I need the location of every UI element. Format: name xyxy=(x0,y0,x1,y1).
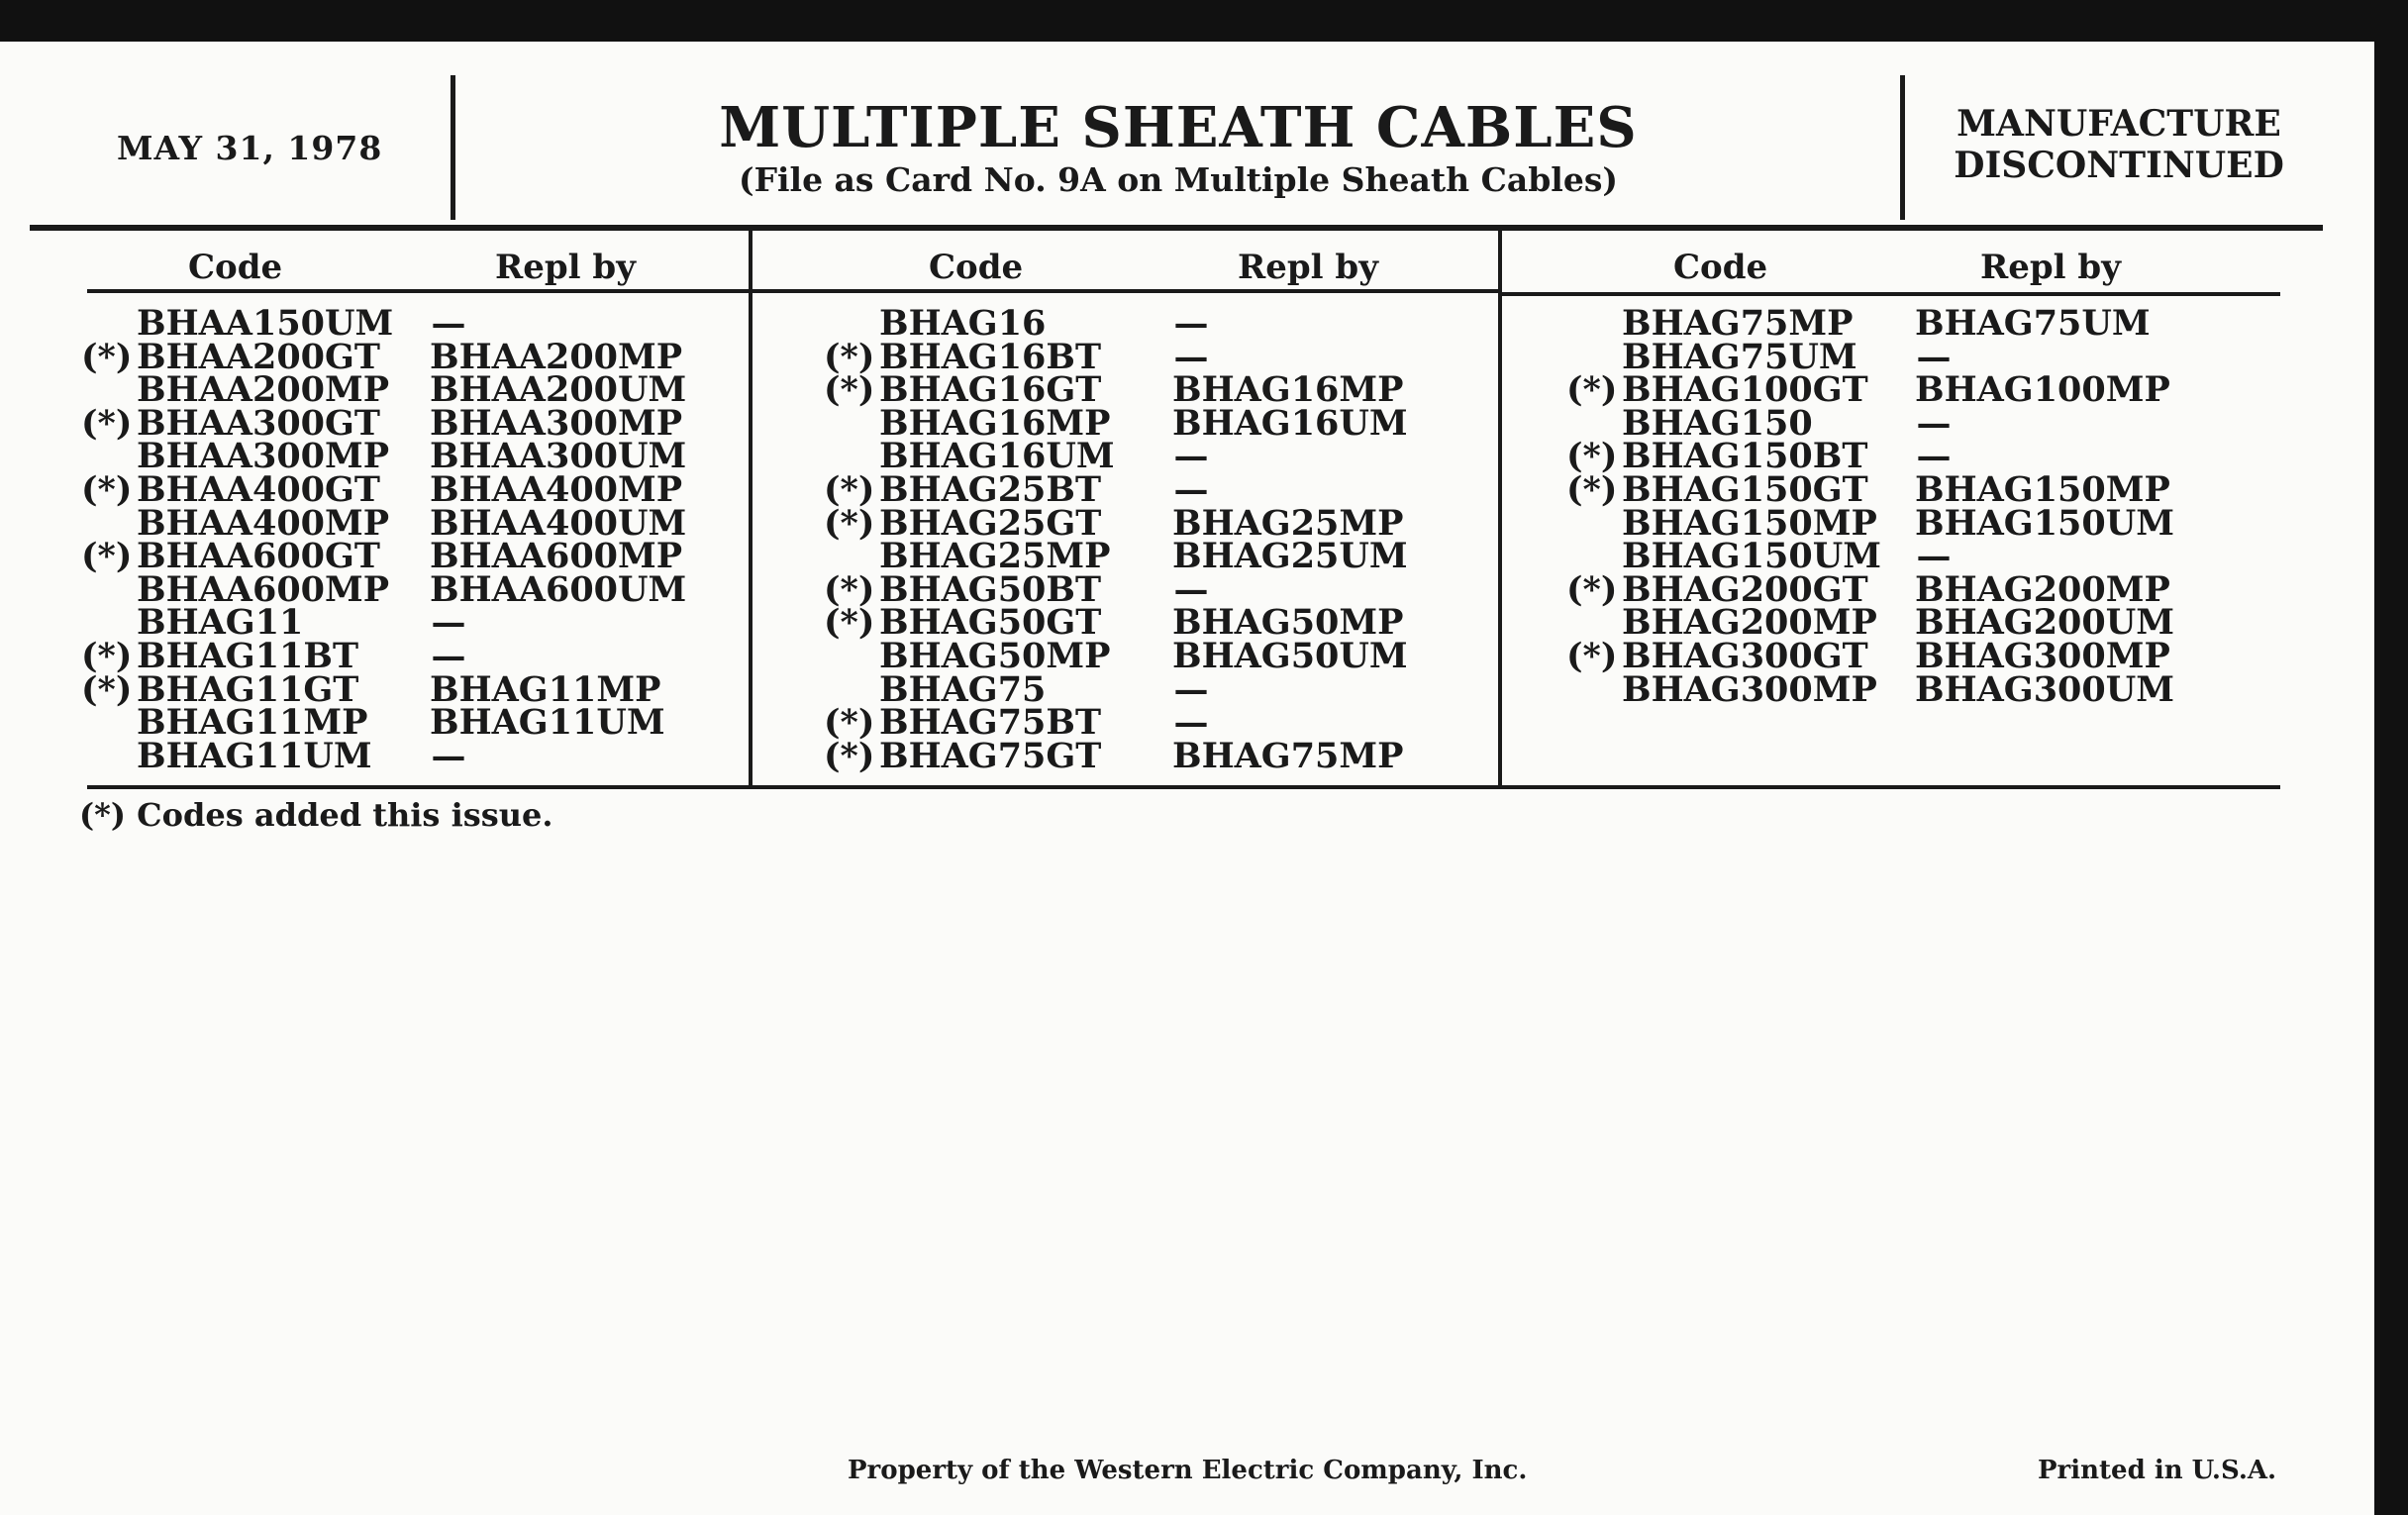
replacement-cell: — xyxy=(1173,702,1209,744)
col1-repl-header: Repl by xyxy=(495,248,636,287)
replacement-cell: — xyxy=(1173,436,1209,477)
code-cell: BHAA600MP xyxy=(137,568,390,610)
status-line-2: DISCONTINUED xyxy=(1954,145,2284,186)
replacement-cell: — xyxy=(1173,336,1209,377)
code-cell: BHAG25MP xyxy=(879,536,1111,577)
replacement-cell: BHAA200UM xyxy=(430,369,687,411)
added-marker: (*) xyxy=(81,336,133,377)
replacement-cell: — xyxy=(1173,468,1209,510)
added-marker: (*) xyxy=(81,468,133,510)
added-marker: (*) xyxy=(1566,568,1618,610)
code-cell: BHAG11GT xyxy=(137,668,359,710)
code-cell: BHAG16GT xyxy=(879,369,1102,411)
code-cell: BHAG11MP xyxy=(137,702,368,744)
added-marker: (*) xyxy=(824,369,875,411)
replacement-cell: BHAG25UM xyxy=(1172,536,1408,577)
column-header-rule-2 xyxy=(752,289,1500,293)
code-cell: BHAA300MP xyxy=(137,436,390,477)
code-cell: BHAG50GT xyxy=(879,602,1102,644)
code-cell: BHAG11UM xyxy=(137,735,372,776)
code-cell: BHAG50BT xyxy=(879,568,1102,610)
code-cell: BHAA600GT xyxy=(137,536,380,577)
code-cell: BHAG16BT xyxy=(879,336,1102,377)
code-cell: BHAG150MP xyxy=(1622,502,1877,544)
added-marker: (*) xyxy=(81,635,133,676)
code-cell: BHAG16MP xyxy=(879,402,1111,444)
code-cell: BHAG300MP xyxy=(1622,668,1877,710)
footer-property-note: Property of the Western Electric Company, Inc. xyxy=(848,1456,1528,1485)
added-marker: (*) xyxy=(81,668,133,710)
code-cell: BHAG75MP xyxy=(1622,303,1854,344)
replacement-cell: BHAA600UM xyxy=(430,568,687,610)
code-cell: BHAG75BT xyxy=(879,702,1102,744)
added-marker: (*) xyxy=(1566,468,1618,510)
status-line-1: MANUFACTURE xyxy=(1956,103,2281,145)
replacement-cell: BHAG200UM xyxy=(1915,602,2175,644)
replacement-cell: BHAG11MP xyxy=(430,668,661,710)
replacement-cell: BHAG16UM xyxy=(1172,402,1408,444)
added-marker: (*) xyxy=(824,568,875,610)
replacement-cell: BHAG16MP xyxy=(1172,369,1404,411)
replacement-cell: — xyxy=(431,635,466,676)
replacement-cell: — xyxy=(1173,668,1209,710)
code-cell: BHAG16 xyxy=(879,303,1047,344)
footnote: (*) Codes added this issue. xyxy=(79,796,553,834)
replacement-cell: BHAG11UM xyxy=(430,702,665,744)
footer-printed-note: Printed in U.S.A. xyxy=(2038,1456,2277,1485)
replacement-cell: BHAG100MP xyxy=(1915,369,2170,411)
added-marker: (*) xyxy=(81,536,133,577)
code-cell: BHAG200GT xyxy=(1622,568,1868,610)
col1-code-header: Code xyxy=(188,248,283,287)
code-cell: BHAG100GT xyxy=(1622,369,1868,411)
code-cell: BHAG150UM xyxy=(1622,536,1882,577)
code-cell: BHAG150GT xyxy=(1622,468,1868,510)
code-cell: BHAG75UM xyxy=(1622,336,1857,377)
replacement-cell: BHAA200MP xyxy=(430,336,683,377)
replacement-cell: BHAA300UM xyxy=(430,436,687,477)
added-marker: (*) xyxy=(824,502,875,544)
column-header-rule-1 xyxy=(87,289,751,293)
col3-repl-header: Repl by xyxy=(1980,248,2121,287)
replacement-cell: — xyxy=(1173,568,1209,610)
code-cell: BHAG25BT xyxy=(879,468,1102,510)
added-marker: (*) xyxy=(1566,635,1618,676)
code-cell: BHAG11 xyxy=(137,602,304,644)
added-marker: (*) xyxy=(824,468,875,510)
code-cell: BHAG75GT xyxy=(879,735,1102,776)
code-cell: BHAA400MP xyxy=(137,502,390,544)
col3-code-header: Code xyxy=(1673,248,1768,287)
replacement-cell: BHAG300MP xyxy=(1915,635,2170,676)
col2-repl-header: Repl by xyxy=(1238,248,1378,287)
replacement-cell: BHAG75UM xyxy=(1915,303,2151,344)
added-marker: (*) xyxy=(824,602,875,644)
code-cell: BHAG200MP xyxy=(1622,602,1877,644)
code-cell: BHAG50MP xyxy=(879,635,1111,676)
added-marker: (*) xyxy=(824,336,875,377)
status-label xyxy=(1911,103,2327,186)
replacement-cell: BHAA300MP xyxy=(430,402,683,444)
replacement-cell: — xyxy=(1916,536,1952,577)
code-cell: BHAG75 xyxy=(879,668,1047,710)
replacement-cell: BHAA400MP xyxy=(430,468,683,510)
replacement-cell: BHAG75MP xyxy=(1172,735,1404,776)
code-cell: BHAG11BT xyxy=(137,635,359,676)
added-marker: (*) xyxy=(1566,436,1618,477)
replacement-cell: BHAG300UM xyxy=(1915,668,2175,710)
table-bottom-rule xyxy=(87,785,2280,789)
replacement-cell: BHAA600MP xyxy=(430,536,683,577)
replacement-cell: BHAG150MP xyxy=(1915,468,2170,510)
page-subtitle: (File as Card No. 9A on Multiple Sheath Cables) xyxy=(738,160,1619,199)
scan-border-top xyxy=(0,0,2408,42)
scan-border-right xyxy=(2374,0,2408,1515)
code-cell: BHAA300GT xyxy=(137,402,380,444)
header-divider-right xyxy=(1900,75,1905,220)
page-title: MULTIPLE SHEATH CABLES xyxy=(719,95,1638,160)
code-cell: BHAG150BT xyxy=(1622,436,1868,477)
replacement-cell: — xyxy=(1173,303,1209,344)
code-cell: BHAA400GT xyxy=(137,468,380,510)
replacement-cell: BHAA400UM xyxy=(430,502,687,544)
code-cell: BHAG300GT xyxy=(1622,635,1868,676)
replacement-cell: BHAG200MP xyxy=(1915,568,2170,610)
added-marker: (*) xyxy=(824,735,875,776)
issue-date: MAY 31, 1978 xyxy=(117,129,383,167)
replacement-cell: BHAG25MP xyxy=(1172,502,1404,544)
code-cell: BHAG150 xyxy=(1622,402,1813,444)
col2-code-header: Code xyxy=(929,248,1024,287)
added-marker: (*) xyxy=(824,702,875,744)
column-divider-2 xyxy=(1498,228,1502,788)
header-rule xyxy=(30,225,2323,231)
replacement-cell: — xyxy=(431,602,466,644)
added-marker: (*) xyxy=(81,402,133,444)
code-cell: BHAA200MP xyxy=(137,369,390,411)
code-cell: BHAA200GT xyxy=(137,336,380,377)
replacement-cell: BHAG150UM xyxy=(1915,502,2175,544)
replacement-cell: — xyxy=(431,735,466,776)
code-cell: BHAG25GT xyxy=(879,502,1102,544)
replacement-cell: BHAG50MP xyxy=(1172,602,1404,644)
added-marker: (*) xyxy=(1566,369,1618,411)
replacement-cell: — xyxy=(1916,336,1952,377)
column-header-rule-3 xyxy=(1502,292,2280,296)
replacement-cell: — xyxy=(1916,436,1952,477)
code-cell: BHAG16UM xyxy=(879,436,1115,477)
code-cell: BHAA150UM xyxy=(137,303,394,344)
column-divider-1 xyxy=(749,228,752,788)
replacement-cell: BHAG50UM xyxy=(1172,635,1408,676)
replacement-cell: — xyxy=(1916,402,1952,444)
replacement-cell: — xyxy=(431,303,466,344)
